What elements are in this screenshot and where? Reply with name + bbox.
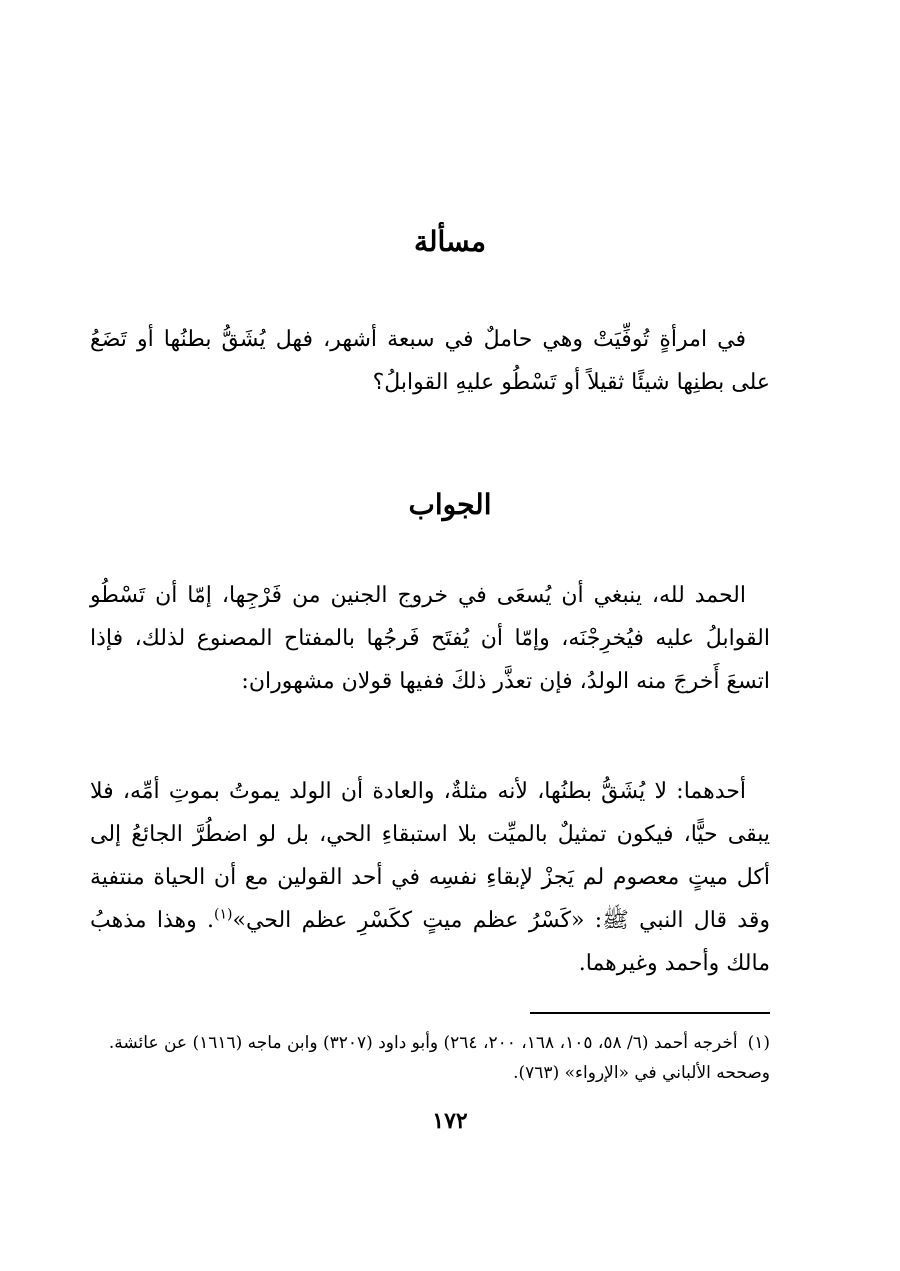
- page-number: ١٧٢: [432, 1108, 468, 1134]
- footnote: [90, 1028, 770, 1088]
- footnote-number: (١): [747, 1033, 770, 1053]
- answer-heading: الجواب: [408, 488, 492, 521]
- footnote-divider: [530, 1012, 770, 1014]
- answer-paragraph-2: [90, 770, 770, 985]
- footnote-text: أخرجه أحمد (٦/ ٥٨، ١٠٥، ١٦٨، ٢٠٠، ٢٦٤) وأبو داود (٣٢٠٧) وابن ماجه (١٦١٦) عن عائشة. وصححه الألباني في «الإرواء» (٧٦٣).: [108, 1033, 770, 1083]
- question-heading: مسألة: [413, 225, 487, 258]
- answer-paragraph-2-tail: . وهذا مذهبُ مالك وأحمد وغيرهما.: [90, 908, 770, 976]
- answer-paragraph-2-text: أحدهما: لا يُشَقُّ بطنُها، لأنه مثلةٌ، والعادة أن الولد يموتُ بموتِ أمِّه، فلا يبقى حيًّا، فيكون تمثيلٌ بالميِّت بلا استبقاءِ الحي، بل لو اضطُرَّ الجائعُ إلى أكل ميتٍ معصوم لم يَجزْ لإبقاءِ نفسِه في أحد القولين مع أن الحياة منتفية وقد قال النبي ﷺ: «كَسْرُ عظم ميتٍ ككَسْرِ عظم الحي»: [90, 779, 770, 933]
- answer-paragraph-1: الحمد لله، ينبغي أن يُسعَى في خروج الجنين من فَرْجِها، إمّا أن تَسْطُو القوابلُ عليه فيُخرِجْنَه، وإمّا أن يُفتَح فَرجُها بالمفتاح المصنوع لذلك، فإذا اتسعَ أَخرجَ منه الولدُ، فإن تعذَّر ذلكَ ففيها قولان مشهوران:: [90, 583, 770, 694]
- footnote-reference[interactable]: (١): [214, 906, 233, 923]
- question-text: في امرأةٍ تُوفِّيَتْ وهي حاملٌ في سبعة أشهر، فهل يُشَقُّ بطنُها أو تَضَعُ على بطنِها شيئًا ثقيلاً أو تَسْطُو عليهِ القوابلُ؟: [90, 327, 770, 395]
